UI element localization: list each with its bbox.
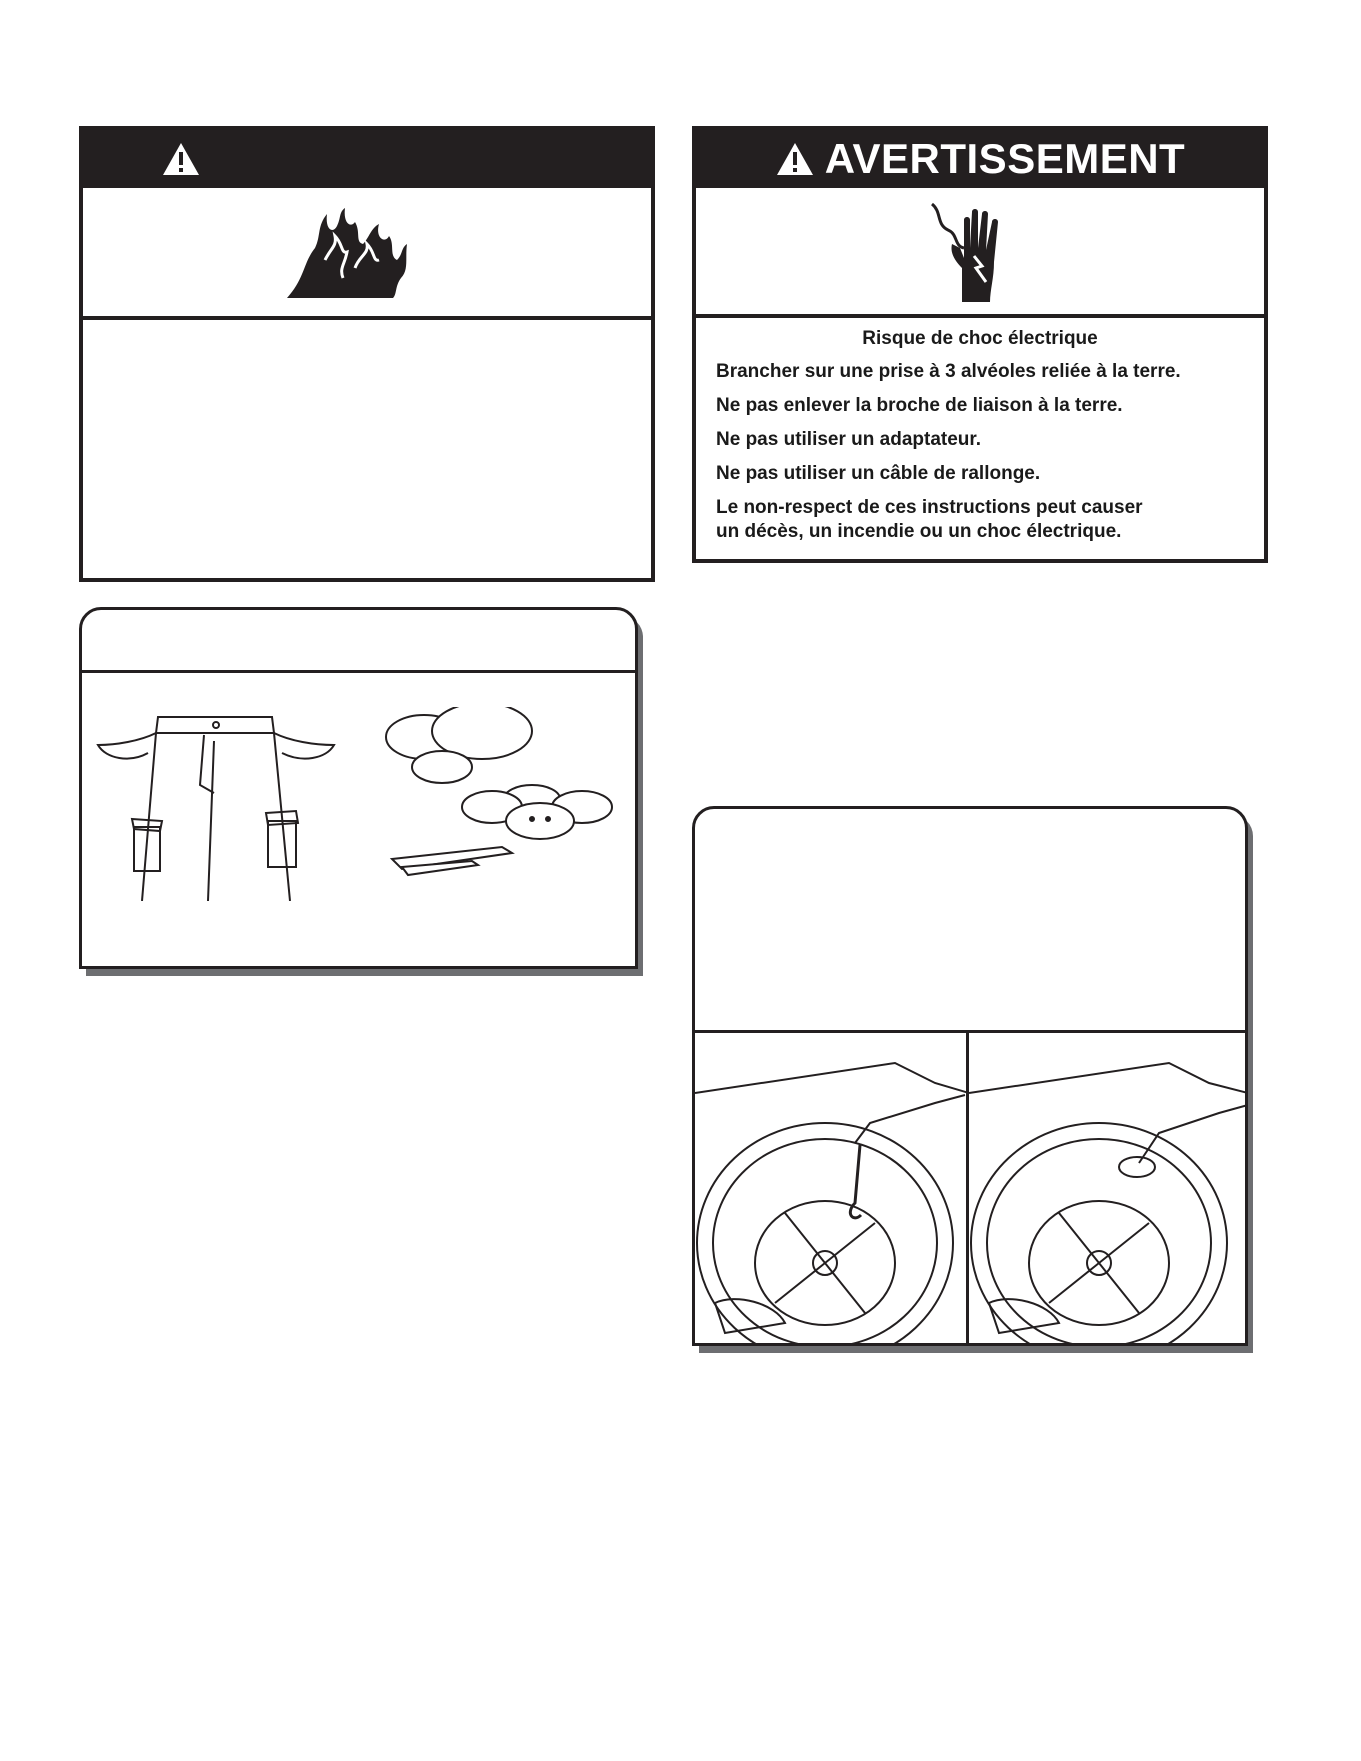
warning-header	[696, 130, 1264, 188]
fire-warning-text-area	[83, 316, 651, 582]
consequence-line: un décès, un incendie ou un choc électrique.	[716, 521, 1122, 542]
electric-warning-box	[692, 126, 1268, 563]
instruction-line: Ne pas utiliser un câble de rallonge.	[716, 463, 1041, 484]
risk-title: Risque de choc électrique	[862, 328, 1098, 349]
electric-warning-text-area	[696, 314, 1264, 573]
coins-buttons-pins-illustration	[372, 707, 622, 892]
pour-liquid-into-washer-illustration	[695, 1033, 969, 1346]
fire-pictogram-area	[83, 188, 651, 316]
instruction-line: Ne pas enlever la broche de liaison à la terre.	[716, 395, 1123, 416]
electric-shock-hand-icon	[924, 198, 1014, 311]
instruction-line: Ne pas utiliser un adaptateur.	[716, 429, 982, 450]
warning-triangle-icon	[161, 141, 201, 182]
warning-header	[83, 130, 651, 188]
instruction-line: Brancher sur une prise à 3 alvéoles reliée à la terre.	[716, 361, 1181, 382]
washer-cleaning-panel	[692, 806, 1248, 1346]
empty-pockets-pants-illustration	[96, 711, 336, 906]
wipe-washer-basket-illustration	[969, 1033, 1245, 1346]
panel-header-area	[82, 610, 635, 670]
warning-triangle-icon	[775, 141, 815, 182]
warning-title: AVERTISSEMENT	[824, 135, 1186, 182]
panel-text-area	[695, 809, 1245, 1030]
empty-pockets-panel	[79, 607, 638, 969]
consequence-line: Le non-respect de ces instructions peut causer	[716, 497, 1143, 518]
fire-icon	[285, 208, 409, 305]
panel-illustration-area	[82, 670, 635, 969]
shock-pictogram-area	[696, 188, 1264, 314]
fire-warning-box	[79, 126, 655, 582]
panel-illustration-area	[695, 1030, 1245, 1346]
